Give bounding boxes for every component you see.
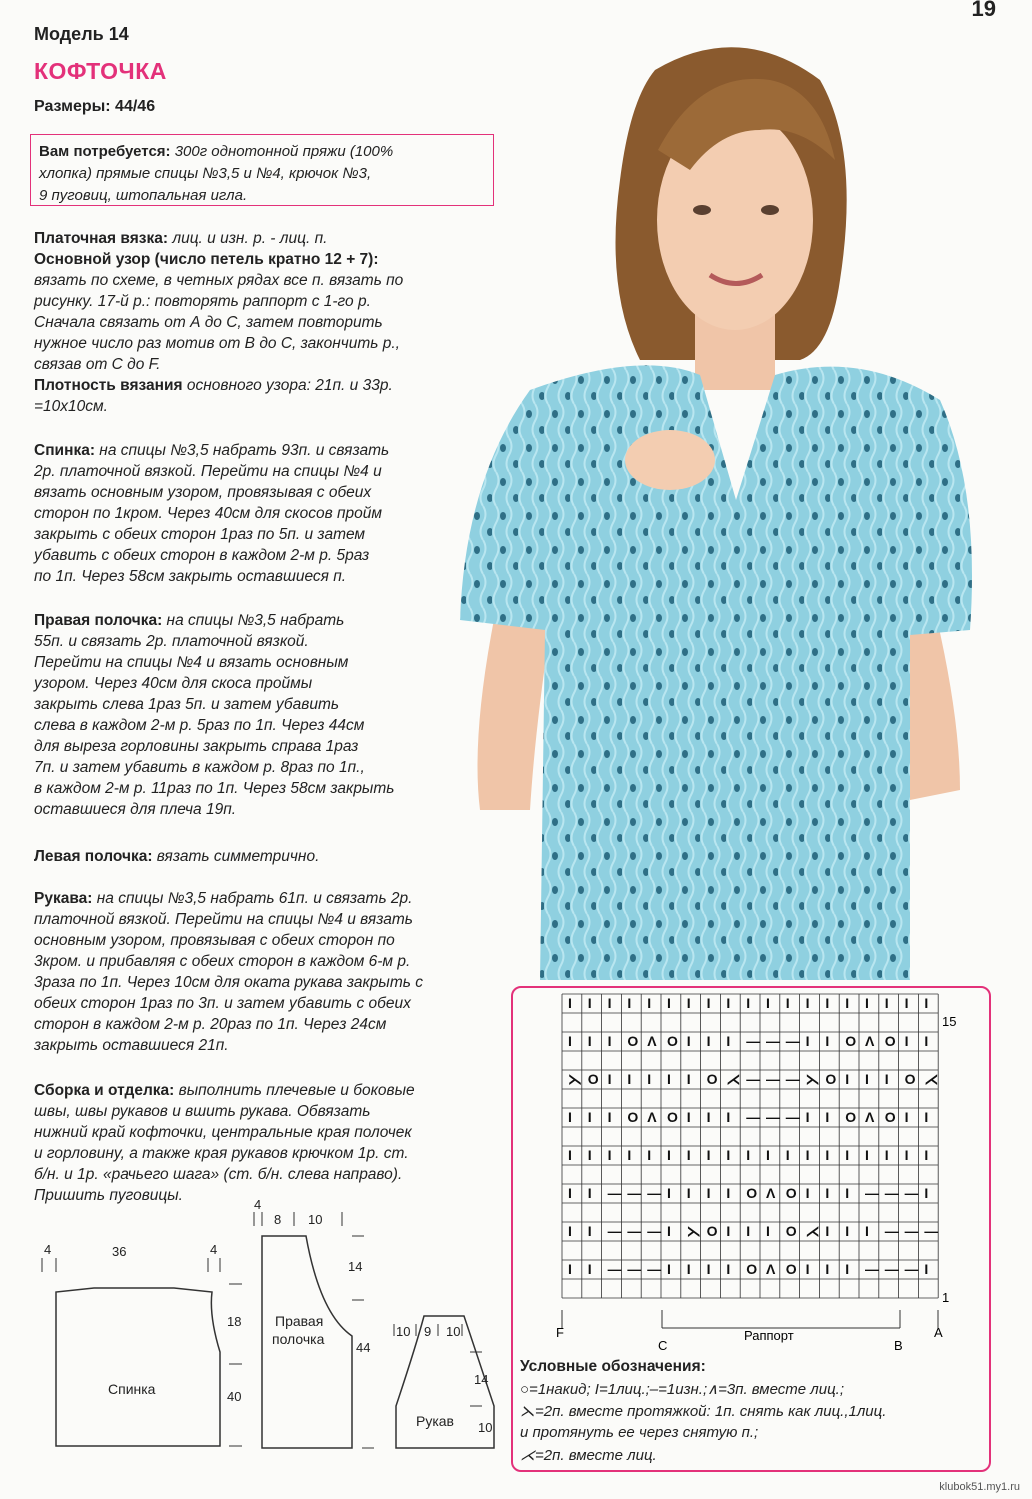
- front-label-2: полочка: [272, 1331, 325, 1347]
- chart-symbol: —: [627, 1261, 642, 1277]
- section-back: [34, 440, 496, 587]
- chart-symbol: O: [785, 1223, 797, 1239]
- chart-symbol: I: [686, 1071, 691, 1087]
- materials-label: Вам потребуется:: [39, 143, 171, 160]
- section-line: =10х10см.: [34, 398, 108, 415]
- chart-symbol: ⋋: [805, 1071, 820, 1087]
- chart-symbol: —: [904, 1261, 919, 1277]
- section-line: лиц. и изн. р. - лиц. п.: [168, 230, 328, 247]
- chart-symbol: I: [865, 995, 869, 1011]
- section-line: закрыть оставшиеся 21п.: [34, 1037, 229, 1054]
- chart-symbol: —: [865, 1185, 879, 1201]
- repeat-label: Раппорт: [744, 1328, 794, 1343]
- section-line: нужное число раз мотив от В до С, закончить р.,: [34, 335, 400, 352]
- legend-line: ⋋=2п. вместе протяжкой: 1п. снять как лиц.,1лиц.: [520, 1403, 887, 1420]
- chart-symbol: I: [667, 995, 671, 1011]
- materials-line: 9 пуговиц, штопальная игла.: [39, 187, 248, 204]
- chart-symbol: I: [587, 1033, 592, 1049]
- section-line: 7п. и затем убавить в каждом р. 8раз по 1п.,: [34, 759, 365, 776]
- section-stitch: [34, 228, 496, 249]
- chart-symbol: I: [825, 1223, 830, 1239]
- legend-line: ○=1накид; I=1лиц.;–=1изн.;∧=3п. вместе лиц.;: [520, 1381, 844, 1398]
- chart-symbol: I: [568, 1147, 572, 1163]
- chart-symbol: O: [845, 1033, 857, 1049]
- chart-symbol: —: [924, 1223, 939, 1239]
- chart-symbol: Λ: [766, 1261, 776, 1277]
- chart-symbol: I: [607, 1033, 612, 1049]
- chart-symbol: I: [726, 1223, 731, 1239]
- chart-symbol: I: [587, 995, 592, 1011]
- sleeve-label: Рукав: [416, 1413, 454, 1429]
- chart-symbol: O: [746, 1261, 758, 1277]
- chart-symbol: —: [746, 1033, 761, 1049]
- chart-symbol: I: [568, 1033, 572, 1049]
- chart-symbol: I: [607, 1109, 612, 1125]
- chart-symbol: I: [667, 1185, 671, 1201]
- chart-symbol: O: [587, 1071, 599, 1087]
- section-line: сторон по 1кром. Через 40см для скосов пройм: [34, 505, 382, 522]
- chart-symbol: I: [568, 995, 572, 1011]
- chart-symbol: —: [627, 1223, 642, 1239]
- chart-symbol: I: [627, 1147, 632, 1163]
- sizes-label: Размеры: 44/46: [34, 98, 156, 115]
- chart-symbol: O: [884, 1033, 896, 1049]
- chart-symbol: —: [785, 1071, 800, 1087]
- chart-symbol: I: [904, 1147, 909, 1163]
- chart-symbol: —: [904, 1185, 919, 1201]
- chart-symbol: I: [884, 1071, 889, 1087]
- dim-front-a: 4: [254, 1197, 262, 1212]
- chart-symbol: I: [805, 1185, 810, 1201]
- section-line: и горловину, а также края рукавов крючком 1р. ст.: [34, 1145, 409, 1162]
- chart-symbol: I: [686, 1109, 691, 1125]
- chart-symbol: I: [686, 1147, 691, 1163]
- chart-symbol: —: [884, 1223, 899, 1239]
- section-line: основным узором, провязывая с обеих сторон по: [34, 932, 395, 949]
- dim-back-left: 4: [44, 1242, 52, 1257]
- chart-symbol: O: [667, 1033, 678, 1049]
- section-line: Сначала связать от А до С, затем повторить: [34, 314, 383, 331]
- chart-symbol: I: [865, 1071, 869, 1087]
- section-line: на спицы №3,5 набрать: [162, 612, 345, 629]
- chart-symbol: I: [686, 1033, 691, 1049]
- dim-front-b: 8: [274, 1212, 282, 1227]
- chart-symbol: I: [706, 995, 711, 1011]
- chart-symbol: I: [746, 995, 751, 1011]
- chart-symbol: I: [825, 995, 830, 1011]
- chart-symbol: —: [785, 1033, 800, 1049]
- section-right-front: [34, 610, 496, 820]
- chart-symbol: I: [706, 1109, 711, 1125]
- model-label: Модель 14: [34, 24, 129, 44]
- chart-symbol: I: [766, 1147, 770, 1163]
- chart-symbol: ⋋: [686, 1223, 701, 1239]
- dim-back-armhole: 18: [227, 1314, 242, 1329]
- chart-symbol: —: [884, 1185, 899, 1201]
- chart-symbol: —: [766, 1109, 780, 1125]
- chart-symbol: —: [607, 1185, 622, 1201]
- chart-symbol: O: [746, 1185, 758, 1201]
- chart-symbol: I: [805, 1147, 810, 1163]
- section-sleeves: [34, 888, 496, 1056]
- chart-symbol: I: [667, 1071, 671, 1087]
- chart-symbol: —: [607, 1223, 622, 1239]
- chart-symbol: I: [845, 1147, 850, 1163]
- chart-symbol: —: [785, 1109, 800, 1125]
- marker-b: B: [894, 1338, 903, 1352]
- chart-symbol: I: [805, 1033, 810, 1049]
- chart-symbol: —: [904, 1223, 919, 1239]
- legend-line: и протянуть ее через снятую п.;: [520, 1424, 759, 1441]
- chart-symbol: I: [706, 1185, 711, 1201]
- chart-symbol: I: [627, 1071, 632, 1087]
- marker-c: C: [658, 1338, 668, 1352]
- chart-symbol: I: [706, 1033, 711, 1049]
- chart-symbol: I: [884, 1147, 889, 1163]
- dim-front-length: 44: [356, 1340, 371, 1355]
- chart-symbol: I: [667, 1223, 671, 1239]
- section-label: Плотность вязания: [34, 377, 183, 394]
- section-line: нижний край кофточки, центральные края полочек: [34, 1124, 412, 1141]
- dim-front-neck: 14: [348, 1259, 363, 1274]
- chart-symbol: Λ: [865, 1109, 875, 1125]
- section-line: закрыть слева 1раз 5п. и затем убавить: [34, 696, 340, 713]
- chart-symbol: I: [904, 995, 909, 1011]
- chart-symbol: I: [825, 1261, 830, 1277]
- materials-box: [30, 134, 494, 206]
- chart-symbol: I: [587, 1223, 592, 1239]
- chart-symbol: —: [647, 1223, 662, 1239]
- dim-sleeve-c: 10: [446, 1324, 461, 1339]
- chart-symbol: I: [924, 1185, 929, 1201]
- section-line: оставшиеся для плеча 19п.: [34, 801, 237, 818]
- chart-symbol: O: [627, 1109, 639, 1125]
- chart-symbol: I: [568, 1185, 572, 1201]
- chart-symbol: I: [845, 1223, 850, 1239]
- chart-symbol: I: [587, 1261, 592, 1277]
- section-line: связав от С до F.: [34, 356, 161, 373]
- dim-sleeve-b: 9: [424, 1324, 432, 1339]
- chart-symbol: I: [746, 1223, 751, 1239]
- materials-line: хлопка) прямые спицы №3,5 и №4, крючок №3,: [39, 165, 372, 182]
- section-label: Рукава:: [34, 890, 93, 907]
- section-line: вязать основным узором, провязывая с обеих: [34, 484, 372, 501]
- chart-symbol: —: [746, 1071, 761, 1087]
- chart-symbol: I: [805, 995, 810, 1011]
- section-line: сторон в каждом 2-м р. 20раз по 1п. Через 24см: [34, 1016, 387, 1033]
- chart-symbol: —: [746, 1109, 761, 1125]
- dim-back-width: 36: [112, 1244, 127, 1259]
- section-line: слева в каждом 2-м р. 5раз по 1п. Через 44см: [34, 717, 365, 734]
- section-left-front: [34, 846, 496, 867]
- chart-symbol: ⋌: [924, 1071, 939, 1087]
- chart-symbol: I: [845, 995, 850, 1011]
- chart-symbol: I: [726, 1185, 731, 1201]
- chart-symbol: I: [805, 1109, 810, 1125]
- chart-symbol: I: [587, 1109, 592, 1125]
- chart-symbol: I: [706, 1147, 711, 1163]
- section-line: обеих сторон 1раз по 3п. и затем убавить с обеих: [34, 995, 411, 1012]
- chart-symbol: O: [825, 1071, 837, 1087]
- dim-sleeve-length: 10: [478, 1420, 493, 1435]
- front-label-1: Правая: [275, 1313, 324, 1329]
- chart-symbol: O: [706, 1071, 718, 1087]
- chart-symbol: ⋌: [805, 1223, 820, 1239]
- legend-line: ⋌=2п. вместе лиц.: [520, 1447, 657, 1464]
- section-line: в каждом 2-м р. 11раз по 1п. Через 58см закрыть: [34, 780, 395, 797]
- row-label-bottom: 1: [942, 1290, 950, 1305]
- watermark: klubok51.my1.ru: [939, 1481, 1020, 1493]
- section-label: Спинка:: [34, 442, 95, 459]
- chart-symbol: I: [904, 1109, 909, 1125]
- chart-symbol: I: [825, 1185, 830, 1201]
- chart-symbol: I: [805, 1261, 810, 1277]
- chart-symbol: O: [667, 1109, 678, 1125]
- chart-symbol: —: [647, 1185, 662, 1201]
- chart-symbol: I: [667, 1147, 671, 1163]
- chart-symbol: I: [904, 1033, 909, 1049]
- chart-symbol: I: [607, 1071, 612, 1087]
- row-label-top: 15: [942, 1014, 957, 1029]
- chart-symbol: I: [686, 1185, 691, 1201]
- chart-symbol: I: [647, 1147, 652, 1163]
- chart-symbol: I: [568, 1261, 572, 1277]
- chart-symbol: I: [568, 1223, 572, 1239]
- chart-symbol: I: [746, 1147, 751, 1163]
- page-number: 19: [971, 0, 996, 21]
- chart-symbol: I: [825, 1033, 830, 1049]
- schematics: [24, 1196, 514, 1481]
- chart-symbol: I: [706, 1261, 711, 1277]
- chart-symbol: I: [607, 995, 612, 1011]
- section-line: по 1п. Через 58см закрыть оставшиеся п.: [34, 568, 347, 585]
- chart-symbol: I: [726, 1109, 731, 1125]
- section-line: вязать по схеме, в четных рядах все п. вязать по: [34, 272, 404, 289]
- chart-symbol: I: [587, 1185, 592, 1201]
- dim-front-c: 10: [308, 1212, 323, 1227]
- section-line: б/н. и 1р. «рачьего шага» (ст. б/н. слева направо).: [34, 1166, 403, 1183]
- section-label: Платочная вязка:: [34, 230, 169, 247]
- dim-sleeve-a: 10: [396, 1324, 411, 1339]
- materials-line: 300г однотонной пряжи (100%: [170, 143, 394, 160]
- chart-symbol: I: [845, 1071, 850, 1087]
- section-line: 55п. и связать 2р. платочной вязкой.: [34, 633, 309, 650]
- chart-symbol: Λ: [647, 1033, 657, 1049]
- section-line: Перейти на спицы №4 и вязать основным: [34, 654, 349, 671]
- chart-symbol: I: [647, 995, 652, 1011]
- section-label: Основной узор (число петель кратно 12 + 7):: [34, 251, 379, 268]
- dim-back-right: 4: [210, 1242, 218, 1257]
- marker-f: F: [556, 1325, 564, 1340]
- section-line: швы, швы рукавов и вшить рукава. Обвязать: [34, 1103, 371, 1120]
- section-line: узором. Через 40см для скоса проймы: [34, 675, 313, 692]
- chart-symbol: I: [607, 1147, 612, 1163]
- chart-symbol: I: [785, 995, 790, 1011]
- section-pattern: [34, 249, 496, 375]
- chart-symbol: Λ: [865, 1033, 875, 1049]
- chart-symbol: —: [647, 1261, 662, 1277]
- dim-sleeve-cap: 14: [474, 1372, 489, 1387]
- chart-symbol: I: [884, 995, 889, 1011]
- section-label: Правая полочка:: [34, 612, 163, 629]
- section-line: основного узора: 21п. и 33р.: [182, 377, 393, 394]
- section-line: рисунку. 17-й р.: повторять раппорт с 1-го р.: [34, 293, 371, 310]
- chart-symbol: Λ: [647, 1109, 657, 1125]
- section-label: Левая полочка:: [34, 848, 153, 865]
- chart-symbol: I: [568, 1109, 572, 1125]
- chart-symbol: I: [667, 1261, 671, 1277]
- section-label: Сборка и отделка:: [34, 1082, 175, 1099]
- section-line: убавить с обеих сторон в каждом 2-м р. 5раз: [34, 547, 370, 564]
- model-photo: [440, 30, 995, 985]
- section-line: на спицы №3,5 набрать 61п. и связать 2р.: [92, 890, 413, 907]
- chart-symbol: I: [686, 995, 691, 1011]
- chart-symbol: I: [825, 1109, 830, 1125]
- chart-symbol: —: [865, 1261, 879, 1277]
- section-gauge: [34, 375, 496, 417]
- chart-symbol: I: [825, 1147, 830, 1163]
- legend-title: Условные обозначения:: [520, 1358, 706, 1375]
- chart-symbol: I: [587, 1147, 592, 1163]
- chart-symbol: I: [924, 1261, 929, 1277]
- chart-symbol: I: [726, 1261, 731, 1277]
- chart-symbol: I: [924, 995, 929, 1011]
- chart-symbol: I: [924, 1033, 929, 1049]
- chart-symbol: —: [766, 1071, 780, 1087]
- section-line: на спицы №3,5 набрать 93п. и связать: [95, 442, 390, 459]
- chart-symbol: I: [627, 995, 632, 1011]
- section-line: 3кром. и прибавляя с обеих сторон в каждом 6-м р.: [34, 953, 411, 970]
- chart-symbol: I: [766, 1223, 770, 1239]
- back-outline: [56, 1288, 220, 1446]
- section-line: Пришить пуговицы.: [34, 1187, 183, 1204]
- back-label: Спинка: [108, 1381, 156, 1397]
- chart-symbol: I: [726, 995, 731, 1011]
- chart-symbol: —: [766, 1033, 780, 1049]
- dim-back-length: 40: [227, 1389, 242, 1404]
- chart-symbol: Λ: [766, 1185, 776, 1201]
- chart-symbol: O: [706, 1223, 718, 1239]
- section-line: вязать симметрично.: [152, 848, 320, 865]
- page-title: КОФТОЧКА: [34, 58, 167, 84]
- chart-symbol: —: [627, 1185, 642, 1201]
- marker-a: A: [934, 1325, 943, 1340]
- chart-symbol: I: [865, 1147, 869, 1163]
- chart-symbol: I: [766, 995, 770, 1011]
- section-line: выполнить плечевые и боковые: [174, 1082, 415, 1099]
- section-line: закрыть с обеих сторон 1раз по 5п. и затем: [34, 526, 366, 543]
- chart-symbol: I: [726, 1147, 731, 1163]
- chart-symbol: O: [785, 1261, 797, 1277]
- chart-symbol: I: [785, 1147, 790, 1163]
- chart-symbol: —: [607, 1261, 622, 1277]
- chart-symbol: O: [845, 1109, 857, 1125]
- chart-symbol: O: [785, 1185, 797, 1201]
- chart-symbol: I: [924, 1109, 929, 1125]
- section-assembly: [34, 1080, 496, 1206]
- chart-symbol: O: [627, 1033, 639, 1049]
- chart-symbol: I: [726, 1033, 731, 1049]
- chart-symbol: I: [686, 1261, 691, 1277]
- chart-symbol: I: [865, 1223, 869, 1239]
- chart-symbol: O: [884, 1109, 896, 1125]
- section-line: 3раза по 1п. Через 10см для оката рукава закрыть с: [34, 974, 423, 991]
- chart-symbol: —: [884, 1261, 899, 1277]
- chart-symbol: I: [647, 1071, 652, 1087]
- section-line: для выреза горловины закрыть справа 1раз: [34, 738, 359, 755]
- chart-symbol: I: [924, 1147, 929, 1163]
- chart-symbol: I: [845, 1185, 850, 1201]
- chart-symbol: I: [845, 1261, 850, 1277]
- chart-symbol: ⋌: [726, 1071, 741, 1087]
- chart-symbol: O: [904, 1071, 916, 1087]
- section-line: 2р. платочной вязкой. Перейти на спицы №4 и: [34, 463, 382, 480]
- chart-symbol: ⋋: [568, 1071, 582, 1087]
- knitting-chart: [540, 992, 980, 1352]
- section-line: платочной вязкой. Перейти на спицы №4 и вязать: [34, 911, 413, 928]
